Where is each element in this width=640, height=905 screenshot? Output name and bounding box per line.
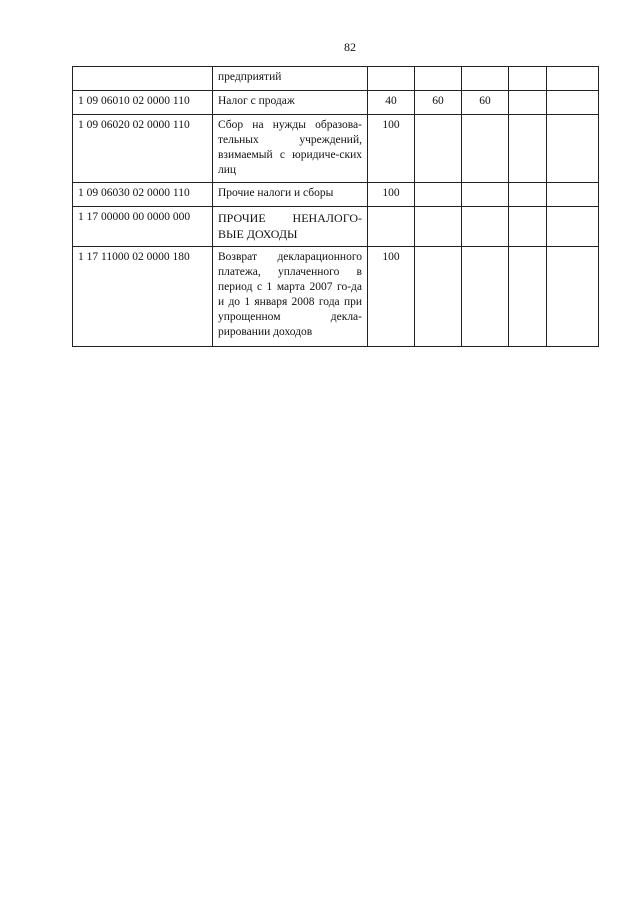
row-value-4 bbox=[509, 183, 547, 207]
row-code: 1 17 11000 02 0000 180 bbox=[73, 247, 213, 347]
row-code: 1 17 00000 00 0000 000 bbox=[73, 207, 213, 247]
row-value-2 bbox=[415, 115, 462, 183]
budget-table bbox=[72, 66, 599, 347]
row-value-2 bbox=[415, 67, 462, 91]
row-value-2 bbox=[415, 247, 462, 347]
table-row bbox=[73, 115, 599, 183]
row-value-5 bbox=[547, 67, 599, 91]
row-name: Сбор на нужды образова-тельных учреждений, взимаемый с юридиче-ских лиц bbox=[213, 115, 368, 183]
row-code: 1 09 06020 02 0000 110 bbox=[73, 115, 213, 183]
row-name: ПРОЧИЕ НЕНАЛОГО-ВЫЕ ДОХОДЫ bbox=[213, 207, 368, 247]
row-value-4 bbox=[509, 247, 547, 347]
row-value-1: 100 bbox=[368, 183, 415, 207]
row-code: 1 09 06010 02 0000 110 bbox=[73, 91, 213, 115]
row-code: 1 09 06030 02 0000 110 bbox=[73, 183, 213, 207]
row-value-3 bbox=[462, 183, 509, 207]
row-value-3 bbox=[462, 67, 509, 91]
row-value-5 bbox=[547, 91, 599, 115]
table-row bbox=[73, 183, 599, 207]
row-value-3: 60 bbox=[462, 91, 509, 115]
row-value-1 bbox=[368, 207, 415, 247]
table-row bbox=[73, 91, 599, 115]
row-name: Налог с продаж bbox=[213, 91, 368, 115]
row-value-2 bbox=[415, 183, 462, 207]
row-value-1 bbox=[368, 67, 415, 91]
page-number: 82 bbox=[344, 40, 356, 54]
row-value-1: 40 bbox=[368, 91, 415, 115]
row-value-3 bbox=[462, 115, 509, 183]
row-value-5 bbox=[547, 247, 599, 347]
row-value-2: 60 bbox=[415, 91, 462, 115]
row-value-4 bbox=[509, 115, 547, 183]
row-value-4 bbox=[509, 207, 547, 247]
row-value-3 bbox=[462, 247, 509, 347]
row-name: Возврат декларационного платежа, уплаченного в период с 1 марта 2007 го-да и до 1 января 2008 года при упрощенном декла-рировании доходов bbox=[213, 247, 368, 347]
table-row bbox=[73, 207, 599, 247]
row-value-4 bbox=[509, 91, 547, 115]
table-row bbox=[73, 67, 599, 91]
row-value-4 bbox=[509, 67, 547, 91]
table-row bbox=[73, 247, 599, 347]
row-code bbox=[73, 67, 213, 91]
row-value-2 bbox=[415, 207, 462, 247]
row-value-1: 100 bbox=[368, 247, 415, 347]
row-value-5 bbox=[547, 115, 599, 183]
row-value-3 bbox=[462, 207, 509, 247]
row-value-1: 100 bbox=[368, 115, 415, 183]
row-value-5 bbox=[547, 207, 599, 247]
row-value-5 bbox=[547, 183, 599, 207]
row-name: предприятий bbox=[213, 67, 368, 91]
row-name: Прочие налоги и сборы bbox=[213, 183, 368, 207]
